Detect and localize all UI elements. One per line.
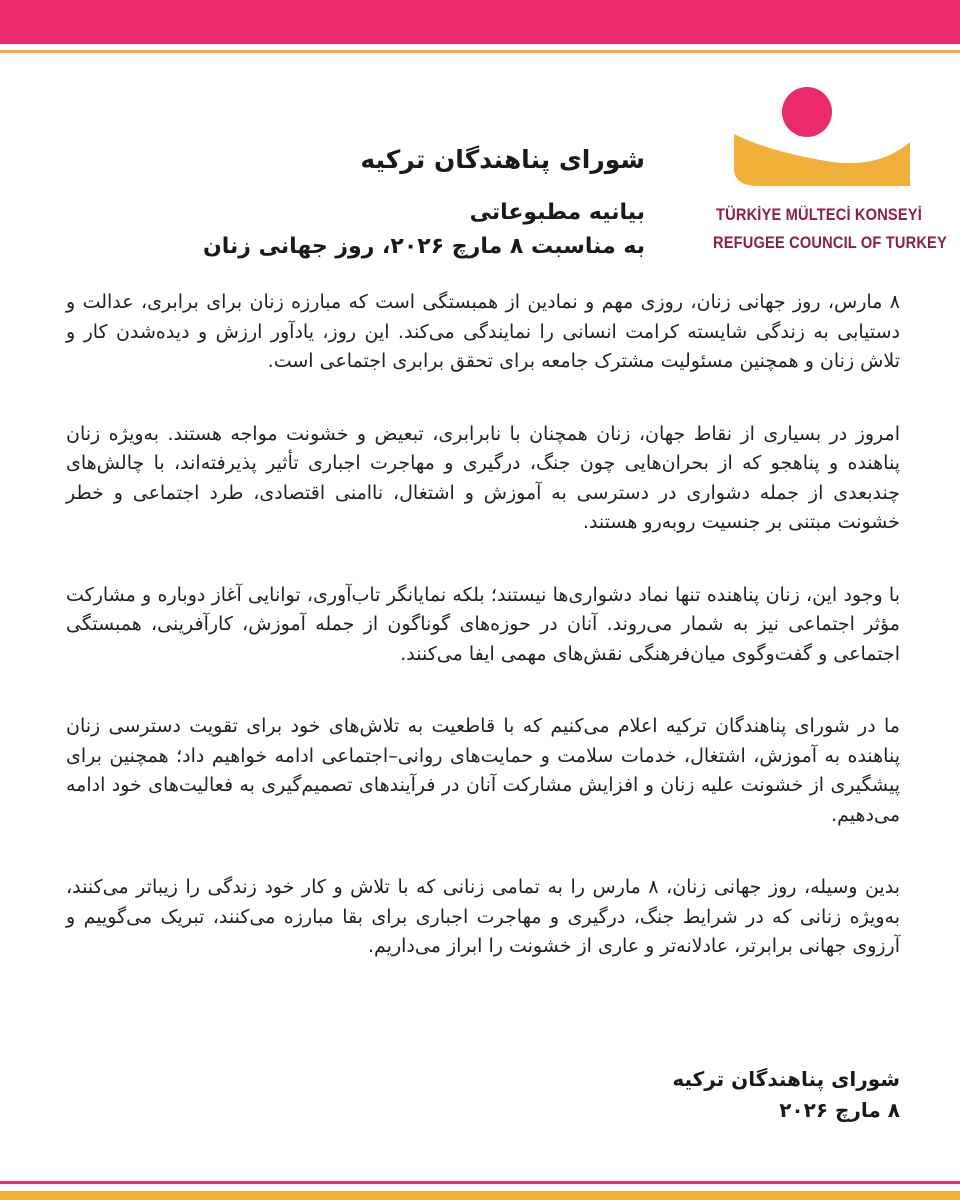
document-header <box>145 144 645 264</box>
body-paragraph: ۸ مارس، روز جهانی زنان، روزی مهم و نمادین از همبستگی است که مبارزه زنان برای برابری، عدالت و دستیابی به زندگی شایسته کرامت انسانی را نمایندگی می‌کند. این روز، یادآور ارزش و دیده‌شدن کار و تلاش زنان و همچنین مسئولیت مشترک جامعه برای تحقق برابری اجتماعی است. <box>66 291 900 372</box>
bottom-accent-bar <box>0 1191 960 1200</box>
logo-text-english: REFUGEE COUNCIL OF TURKEY <box>713 233 947 252</box>
statement-body <box>66 288 900 1005</box>
header-org-name: شورای پناهندگان ترکیه <box>360 145 645 174</box>
header-occasion: به مناسبت ۸ مارچ ۲۰۲۶، روز جهانی زنان <box>202 234 645 259</box>
refugee-council-logo <box>700 84 947 264</box>
signature-org-name: شورای پناهندگان ترکیه <box>672 1067 900 1091</box>
logo-emblem-icon <box>700 84 910 204</box>
logo-text-turkish: TÜRKİYE MÜLTECİ KONSEYİ <box>716 205 922 224</box>
bottom-accent-line <box>0 1181 960 1184</box>
signature-block <box>672 1064 900 1126</box>
top-accent-line <box>0 50 960 53</box>
signature-date: ۸ مارچ ۲۰۲۶ <box>779 1098 900 1122</box>
top-accent-bar <box>0 0 960 44</box>
body-paragraph: ما در شورای پناهندگان ترکیه اعلام می‌کنیم که با قاطعیت به تلاش‌های خود برای تقویت دسترسی زنان پناهنده به آموزش، اشتغال، خدمات سلامت و حمایت‌های روانی–اجتماعی ادامه خواهیم داد؛ همچنین برای پیشگیری از خشونت علیه زنان و افزایش مشارکت آنان در فرآیندهای تصمیم‌گیری به فعالیت‌های خود ادامه می‌دهیم. <box>66 715 900 826</box>
header-doc-type: بیانیه مطبوعاتی <box>469 200 645 225</box>
body-paragraph: با وجود این، زنان پناهنده تنها نماد دشواری‌ها نیستند؛ بلکه نمایانگر تاب‌آوری، توانایی آغاز دوباره و مشارکت مؤثر اجتماعی نیز به شمار می‌روند. آنان در حوزه‌های گوناگون از جمله آموزش، کارآفرینی، همبستگی اجتماعی و گفت‌وگوی میان‌فرهنگی نقش‌های مهمی ایفا می‌کنند. <box>66 583 900 665</box>
body-paragraph: امروز در بسیاری از نقاط جهان، زنان همچنان با نابرابری، تبعیض و خشونت مواجه هستند. به‌ویژه زنان پناهنده و پناهجو که از بحران‌هایی چون جنگ، درگیری و مهاجرت اجباری تأثیر پذیرفته‌اند، با چالش‌های چندبعدی از جمله دشواری در دسترسی به آموزش و اشتغال، ناامنی اقتصادی، طرد اجتماعی و خطر خشونت مبتنی بر جنسیت روبه‌رو هستند. <box>66 422 900 533</box>
body-paragraph: بدین وسیله، روز جهانی زنان، ۸ مارس را به تمامی زنانی که با تلاش و کار خود زندگی را زیباتر می‌کنند، به‌ویژه زنانی که در شرایط جنگ، درگیری و مهاجرت اجباری برای بقا مبارزه می‌کنند، تبریک می‌گوییم و آرزوی جهانی برابرتر، عادلانه‌تر و عاری از خشونت را ابراز می‌داریم. <box>66 876 900 957</box>
